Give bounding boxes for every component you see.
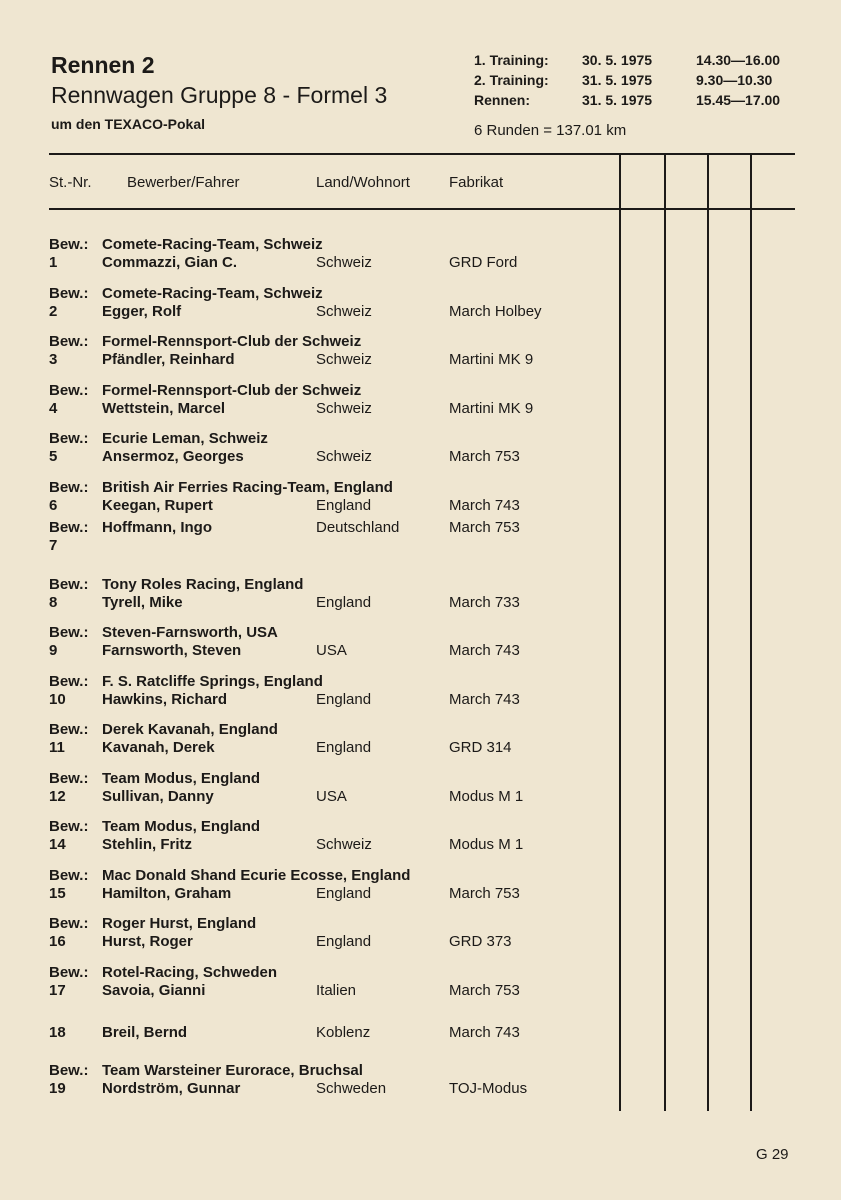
schedule-label: 1. Training: (474, 52, 549, 68)
car-make: TOJ-Modus (449, 1080, 528, 1097)
start-number: 16 (49, 933, 66, 950)
entry-row (0, 867, 841, 907)
entrant-prefix: Bew.: (49, 964, 89, 981)
schedule-label: Rennen: (474, 92, 530, 108)
schedule-label: 2. Training: (474, 72, 549, 88)
driver-name: Sullivan, Danny (102, 788, 214, 805)
entrant-prefix: Bew.: (49, 479, 89, 496)
entry-row (0, 770, 841, 810)
start-number: 11 (49, 739, 65, 756)
entrant-prefix: Bew.: (49, 382, 89, 399)
entrant-name: British Air Ferries Racing-Team, England (102, 479, 393, 496)
country: Koblenz (316, 1024, 371, 1041)
country: England (316, 691, 372, 708)
start-number: 19 (49, 1080, 66, 1097)
car-make: GRD 373 (449, 933, 512, 950)
country: England (316, 594, 372, 611)
entrant-name: Mac Donald Shand Ecurie Ecosse, England (102, 867, 411, 884)
car-make: March 753 (449, 982, 520, 999)
entrant-name: Steven-Farnsworth, USA (102, 624, 278, 641)
entry-row (0, 1024, 841, 1064)
schedule-time: 15.45—17.00 (696, 92, 781, 108)
start-number: 9 (49, 642, 58, 659)
driver-name: Ansermoz, Georges (102, 448, 244, 465)
start-number: 18 (49, 1024, 66, 1041)
country: England (316, 739, 372, 756)
driver-name: Commazzi, Gian C. (102, 254, 238, 271)
car-make: Martini MK 9 (449, 351, 534, 368)
entrant-prefix: Bew.: (49, 519, 89, 536)
start-number: 4 (49, 400, 58, 417)
country: England (316, 933, 372, 950)
car-make: March 743 (449, 497, 520, 514)
car-make: March 743 (449, 1024, 520, 1041)
entry-row (0, 915, 841, 955)
driver-name: Kavanah, Derek (102, 739, 215, 756)
entry-row (0, 236, 841, 276)
car-make: Martini MK 9 (449, 400, 534, 417)
driver-name: Savoia, Gianni (102, 982, 206, 999)
entrant-name: Derek Kavanah, England (102, 721, 278, 738)
driver-name: Stehlin, Fritz (102, 836, 192, 853)
schedule-date: 31. 5. 1975 (582, 72, 653, 88)
entrant-name: Comete-Racing-Team, Schweiz (102, 285, 323, 302)
entry-row (0, 430, 841, 470)
country: USA (316, 642, 347, 659)
schedule-date: 31. 5. 1975 (582, 92, 653, 108)
entry-row (0, 576, 841, 616)
entrant-prefix: Bew.: (49, 721, 89, 738)
column-header-country: Land/Wohnort (316, 174, 410, 191)
driver-name: Hawkins, Richard (102, 691, 228, 708)
entrant-name: Formel-Rennsport-Club der Schweiz (102, 333, 362, 350)
race-title: Rennen 2 (51, 52, 155, 78)
start-number: 6 (49, 497, 58, 514)
country: USA (316, 788, 347, 805)
entrant-name: Team Warsteiner Eurorace, Bruchsal (102, 1062, 363, 1079)
entrant-name: Ecurie Leman, Schweiz (102, 430, 268, 447)
driver-name: Hurst, Roger (102, 933, 193, 950)
schedule-time: 9.30—10.30 (696, 72, 773, 88)
driver-name: Pfändler, Reinhard (102, 351, 235, 368)
entrant-name: Comete-Racing-Team, Schweiz (102, 236, 323, 253)
country: Italien (316, 982, 357, 999)
entry-row (0, 624, 841, 664)
entrant-prefix: Bew.: (49, 285, 89, 302)
start-number: 8 (49, 594, 58, 611)
driver-name: Hamilton, Graham (102, 885, 232, 902)
car-make: GRD 314 (449, 739, 512, 756)
driver-name: Wettstein, Marcel (102, 400, 226, 417)
country: Schweiz (316, 448, 372, 465)
start-number: 2 (49, 303, 58, 320)
schedule-time: 14.30—16.00 (696, 52, 781, 68)
entrant-prefix: Bew.: (49, 915, 89, 932)
entrant-name: Rotel-Racing, Schweden (102, 964, 278, 981)
start-number: 14 (49, 836, 66, 853)
driver-name: Farnsworth, Steven (102, 642, 242, 659)
column-header-number: St.-Nr. (49, 174, 92, 191)
race-subtitle: Rennwagen Gruppe 8 - Formel 3 (51, 82, 388, 108)
schedule-date: 30. 5. 1975 (582, 52, 653, 68)
country: Schweden (316, 1080, 387, 1097)
start-number: 5 (49, 448, 58, 465)
start-number: 17 (49, 982, 66, 999)
entrant-prefix: Bew.: (49, 818, 89, 835)
race-distance: 6 Runden = 137.01 km (474, 122, 627, 139)
car-make: March 753 (449, 448, 520, 465)
start-number: 1 (49, 254, 58, 271)
driver-name: Tyrell, Mike (102, 594, 183, 611)
car-make: March 733 (449, 594, 520, 611)
entry-row (0, 382, 841, 422)
country: Schweiz (316, 836, 372, 853)
country: Schweiz (316, 303, 372, 320)
driver-name: Keegan, Rupert (102, 497, 213, 514)
start-number: 3 (49, 351, 58, 368)
driver-name: Hoffmann, Ingo (102, 519, 212, 536)
cup-name: um den TEXACO-Pokal (51, 116, 206, 132)
car-make: March 743 (449, 642, 520, 659)
entrant-name: Formel-Rennsport-Club der Schweiz (102, 382, 362, 399)
entrant-name: Team Modus, England (102, 818, 261, 835)
entrant-prefix: Bew.: (49, 430, 89, 447)
driver-name: Nordström, Gunnar (102, 1080, 241, 1097)
entrant-prefix: Bew.: (49, 867, 89, 884)
car-make: March 743 (449, 691, 520, 708)
entrant-prefix: Bew.: (49, 673, 89, 690)
country: Schweiz (316, 351, 372, 368)
entry-row (0, 333, 841, 373)
car-make: March 753 (449, 519, 520, 536)
entrant-name: Roger Hurst, England (102, 915, 257, 932)
country: England (316, 497, 372, 514)
country: Schweiz (316, 254, 372, 271)
header-rule (49, 208, 795, 210)
entry-row (0, 964, 841, 1004)
car-make: Modus M 1 (449, 788, 524, 805)
country: England (316, 885, 372, 902)
entry-row (0, 519, 841, 559)
start-number: 7 (49, 537, 58, 554)
country: Schweiz (316, 400, 372, 417)
entrant-prefix: Bew.: (49, 1062, 89, 1079)
entry-row (0, 818, 841, 858)
entrant-name: Team Modus, England (102, 770, 261, 787)
start-number: 12 (49, 788, 66, 805)
start-number: 15 (49, 885, 66, 902)
column-header-entrant: Bewerber/Fahrer (127, 174, 240, 191)
start-number: 10 (49, 691, 66, 708)
entry-row (0, 721, 841, 761)
entry-row (0, 285, 841, 325)
country: Deutschland (316, 519, 400, 536)
entry-row (0, 479, 841, 519)
entrant-prefix: Bew.: (49, 333, 89, 350)
column-header-make: Fabrikat (449, 174, 504, 191)
car-make: March 753 (449, 885, 520, 902)
driver-name: Breil, Bernd (102, 1024, 188, 1041)
entry-row (0, 673, 841, 713)
car-make: Modus M 1 (449, 836, 524, 853)
entrant-prefix: Bew.: (49, 236, 89, 253)
page-number: G 29 (756, 1146, 789, 1163)
car-make: GRD Ford (449, 254, 518, 271)
entrant-name: F. S. Ratcliffe Springs, England (102, 673, 323, 690)
entrant-name: Tony Roles Racing, England (102, 576, 304, 593)
entrant-prefix: Bew.: (49, 624, 89, 641)
entrant-prefix: Bew.: (49, 576, 89, 593)
entry-row (0, 1062, 841, 1102)
top-rule (49, 153, 795, 155)
driver-name: Egger, Rolf (102, 303, 182, 320)
entrant-prefix: Bew.: (49, 770, 89, 787)
car-make: March Holbey (449, 303, 542, 320)
